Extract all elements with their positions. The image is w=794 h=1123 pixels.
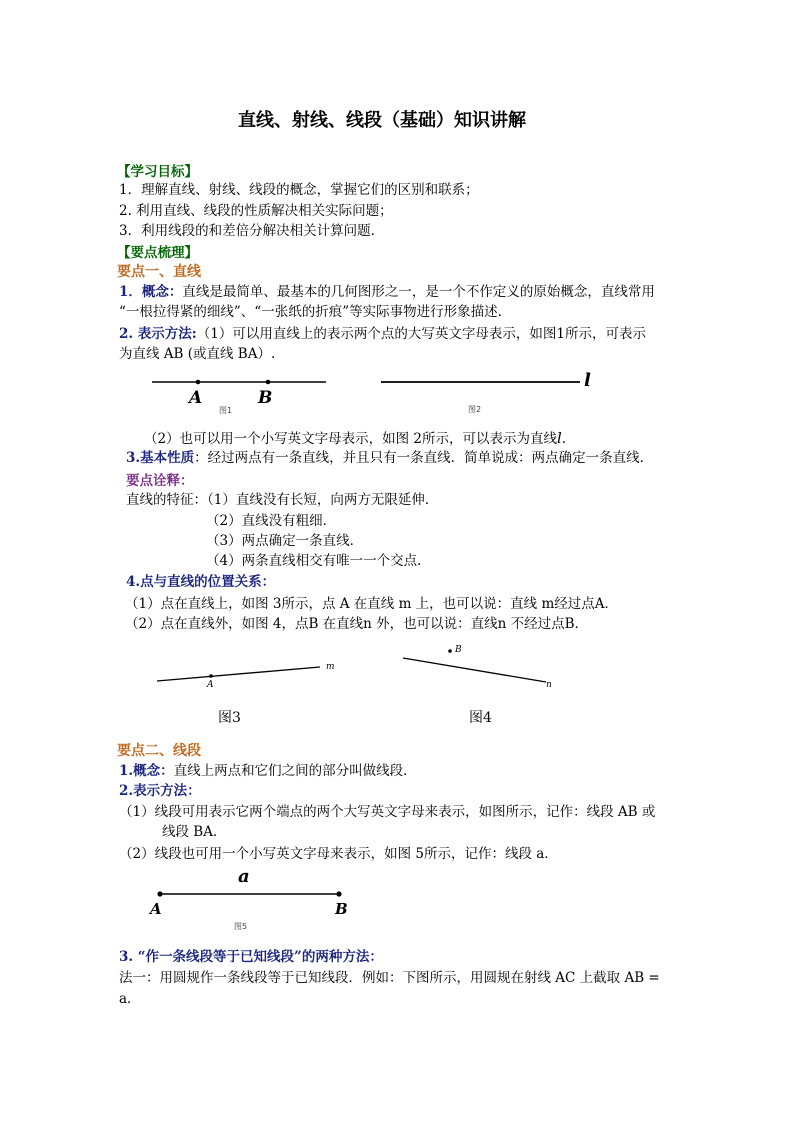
fig3-label-a: A [207,680,214,690]
repr-text-3-end: . [561,431,567,447]
repr-text: （1）可以用直线上的表示两个点的大写英文字母表示，如图1所示，可表示 [196,326,646,342]
fig4-caption: 图4 [469,710,492,726]
property-text: ：经过两点有一条直线，并且只有一条直线．简单说成：两点确定一条直线． [194,450,654,466]
segment-repr-item: 线段 BA． [162,824,227,840]
segment-concept-text: 直线上两点和它们之间的部分叫做线段． [173,763,417,779]
objectives-heading: 【学习目标】 [117,164,198,180]
method-label: 3. “作一条线段等于已知线段”的两种方法： [119,949,383,965]
method-text: 法一：用圆规作一条线段等于已知线段．例如：下图所示，用圆规在射线 AC 上截取 AB = [119,970,660,986]
fig5-label-b: B [335,900,348,918]
feature-item: （3）两点确定一条直线． [206,533,364,549]
position-label: 4.点与直线的位置关系： [126,574,276,590]
page-title: 直线、射线、线段（基础）知识讲解 [238,110,526,131]
fig3-label-m: m [326,662,335,672]
repr-text-2: 为直线 AB (或直线 BA）. [119,346,276,362]
objective-item: 3．利用线段的和差倍分解决相关计算问题． [119,223,385,239]
fig1-caption: 图1 [219,406,233,415]
repr-label: 2. 表示方法: [119,326,197,342]
fig5-label-a: A [150,900,162,918]
fig3-caption: 图3 [218,710,241,726]
fig2-label-l: l [584,370,591,391]
fig4-label-b: B [455,645,462,655]
property-label: 3.基本性质 [126,450,195,466]
feature-intro: 直线的特征：（1）直线没有长短，向两方无限延伸． [126,492,439,508]
fig5-point-a [157,891,162,896]
method-text-2: a． [119,991,141,1007]
objective-item: 1．理解直线、射线、线段的概念，掌握它们的区别和联系； [119,182,479,198]
segment-repr-item: （2）线段也可用一个小写英文字母来表示，如图 5所示，记作：线段 a． [119,846,558,862]
segment-repr-item: （1）线段可用表示它两个端点的两个大写英文字母来表示，如图所示，记作：线段 AB 或 [119,804,656,820]
feature-item: （2）直线没有粗细． [206,513,337,529]
fig5-point-b [336,891,341,896]
segment-concept-label: 1.概念： [119,763,174,779]
point2-heading: 要点二、线段 [117,743,201,759]
position-item: （1）点在直线上，如图 3所示，点 A 在直线 m 上，也可以说：直线 m经过点A． [125,596,619,612]
position-item: （2）点在直线外，如图 4，点B 在直线n 外，也可以说：直线n 不经过点B． [125,616,589,632]
segment-repr-label: 2.表示方法： [119,783,201,799]
fig5-caption: 图5 [234,922,248,931]
fig5-label-a-small: a [238,866,250,887]
point1-heading: 要点一、直线 [117,264,201,280]
fig1-label-a: A [189,388,203,408]
note-heading: 要点诠释： [126,473,194,489]
repr-symbol-l: l [556,429,562,447]
outline-heading: 【要点梳理】 [117,245,198,261]
concept-text: 直线是最简单、最基本的几何图形之一，是一个不作定义的原始概念，直线常用 [182,284,655,300]
concept-label: 1．概念： [119,284,183,300]
fig2-caption: 图2 [468,405,482,414]
concept-text-2: “一根拉得紧的细线”、“一张纸的折痕”等实际事物进行形象描述. [119,304,502,320]
repr-text-3-main: （2）也可以用一个小写英文字母表示，如图 2所示，可以表示为直线 [144,431,557,447]
objective-item: 2. 利用直线、线段的性质解决相关实际问题； [119,203,393,219]
fig4-label-n: n [546,680,552,690]
feature-item: （4）两条直线相交有唯一一个交点． [206,553,431,569]
fig1-label-b: B [258,388,273,408]
